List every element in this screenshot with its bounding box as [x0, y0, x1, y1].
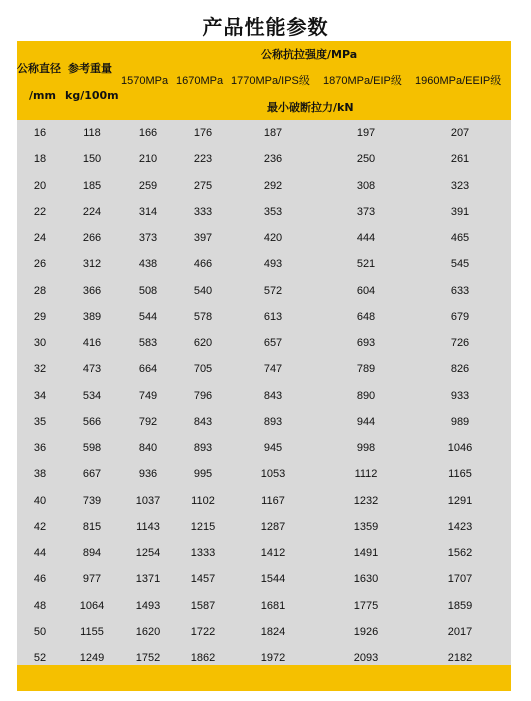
force-1670-cell: 176 — [193, 127, 213, 139]
force-1570-cell: 792 — [138, 415, 158, 428]
diameter-cell: 32 — [33, 363, 47, 376]
force-1960-cell: 1707 — [447, 573, 473, 586]
weight-unit-header: kg/100m — [65, 89, 119, 102]
force-1670-cell: 843 — [193, 415, 213, 428]
diameter-cell: 28 — [33, 284, 47, 297]
weight-cell: 667 — [82, 468, 102, 481]
force-1960-cell: 1562 — [447, 547, 473, 559]
force-1770-cell: 1412 — [260, 547, 286, 559]
diameter-cell: 22 — [33, 205, 47, 218]
force-1870-cell: 521 — [356, 258, 376, 271]
force-1770-cell: 1544 — [260, 573, 286, 586]
force-1670-cell: 397 — [193, 232, 213, 244]
force-1670-cell: 1457 — [190, 573, 216, 586]
diameter-cell: 42 — [33, 520, 47, 533]
force-1960-cell: 207 — [450, 127, 470, 139]
force-1960-cell: 2182 — [447, 652, 473, 664]
force-1960-cell: 989 — [450, 415, 470, 428]
force-1570-cell: 166 — [138, 127, 158, 139]
diameter-unit-header: /mm — [29, 89, 56, 102]
force-1770-cell: 945 — [263, 442, 283, 454]
force-1960-cell: 323 — [450, 179, 470, 192]
table-row — [17, 356, 511, 382]
weight-cell: 416 — [82, 337, 102, 349]
force-1670-cell: 893 — [193, 442, 213, 454]
table-body — [17, 120, 511, 671]
force-1570-cell: 438 — [138, 258, 158, 271]
force-1670-cell: 705 — [193, 363, 213, 376]
force-1570-cell: 544 — [138, 310, 158, 323]
force-1670-cell: 275 — [193, 179, 213, 192]
force-1570-cell: 259 — [138, 179, 158, 192]
force-1670-cell: 578 — [193, 310, 213, 323]
diameter-header: 公称直径 — [17, 62, 61, 75]
force-1960-cell: 826 — [450, 363, 470, 376]
force-1570-cell: 373 — [138, 232, 158, 244]
force-1570-cell: 508 — [138, 284, 158, 297]
force-1770-cell: 353 — [263, 205, 283, 218]
force-1570-cell: 664 — [138, 363, 158, 376]
weight-cell: 598 — [82, 442, 102, 454]
weight-cell: 224 — [82, 205, 102, 218]
diameter-cell: 30 — [33, 337, 47, 349]
force-1770-cell: 187 — [263, 127, 283, 139]
table-row — [17, 304, 511, 330]
force-1570-cell: 1037 — [135, 494, 161, 507]
force-1570-cell: 1752 — [135, 652, 161, 664]
weight-cell: 977 — [82, 573, 102, 586]
force-1960-cell: 1165 — [448, 468, 472, 481]
diameter-cell: 35 — [33, 415, 47, 428]
table-row — [17, 199, 511, 225]
force-1670-cell: 796 — [193, 389, 213, 402]
weight-cell: 1155 — [80, 625, 104, 638]
force-1870-cell: 1232 — [353, 494, 379, 507]
table-row — [17, 146, 511, 172]
force-1870-cell: 1491 — [353, 547, 379, 559]
table-row — [17, 540, 511, 566]
grade-header-1870: 1870MPa/EIP级 — [323, 75, 402, 87]
table-row — [17, 173, 511, 199]
force-1770-cell: 1053 — [260, 468, 286, 481]
force-1960-cell: 2017 — [447, 625, 473, 638]
diameter-cell: 34 — [33, 389, 47, 402]
force-1570-cell: 1371 — [135, 573, 161, 586]
force-1670-cell: 995 — [193, 468, 213, 481]
force-1770-cell: 1681 — [260, 599, 286, 612]
force-1770-cell: 843 — [263, 389, 283, 402]
diameter-cell: 52 — [33, 652, 47, 664]
diameter-cell: 26 — [33, 258, 47, 271]
weight-header: 参考重量 — [68, 62, 112, 75]
force-1770-cell: 1824 — [260, 625, 286, 638]
weight-cell: 389 — [82, 310, 102, 323]
diameter-cell: 29 — [33, 310, 47, 323]
force-1960-cell: 545 — [450, 258, 470, 271]
table-row — [17, 461, 511, 487]
diameter-cell: 50 — [33, 625, 47, 638]
weight-cell: 1064 — [79, 599, 105, 612]
diameter-cell: 18 — [33, 153, 47, 166]
weight-cell: 566 — [82, 415, 102, 428]
force-1570-cell: 583 — [138, 337, 158, 349]
force-1960-cell: 465 — [450, 232, 470, 244]
force-1670-cell: 466 — [193, 258, 213, 271]
force-1670-cell: 223 — [193, 153, 213, 166]
force-1870-cell: 1359 — [353, 520, 379, 533]
diameter-cell: 40 — [33, 494, 47, 507]
force-1770-cell: 747 — [263, 363, 283, 376]
weight-cell: 118 — [83, 127, 101, 139]
force-1960-cell: 391 — [450, 205, 470, 218]
force-1770-cell: 1972 — [260, 652, 286, 664]
force-1960-cell: 726 — [450, 337, 470, 349]
force-1870-cell: 1775 — [353, 599, 379, 612]
force-1670-cell: 620 — [193, 337, 213, 349]
table-footer — [17, 665, 511, 691]
force-1960-cell: 1291 — [447, 494, 473, 507]
force-1870-cell: 1112 — [354, 468, 378, 481]
force-1870-cell: 1926 — [353, 625, 379, 638]
force-1770-cell: 657 — [263, 337, 283, 349]
table-row — [17, 409, 511, 435]
table-row — [17, 514, 511, 540]
table-row — [17, 566, 511, 592]
force-1870-cell: 197 — [356, 127, 376, 139]
diameter-cell: 36 — [33, 442, 47, 454]
weight-cell: 1249 — [79, 652, 105, 664]
force-1570-cell: 749 — [138, 389, 158, 402]
force-1960-cell: 679 — [450, 310, 470, 323]
table-row — [17, 225, 511, 251]
force-1670-cell: 1722 — [190, 625, 216, 638]
weight-cell: 150 — [82, 153, 102, 166]
force-1770-cell: 292 — [263, 179, 283, 192]
force-1670-cell: 333 — [193, 205, 213, 218]
weight-cell: 185 — [82, 179, 102, 192]
table-row — [17, 383, 511, 409]
force-1770-cell: 1167 — [261, 494, 285, 507]
force-1670-cell: 1215 — [190, 520, 216, 533]
force-1870-cell: 648 — [356, 310, 376, 323]
grade-header-1770: 1770MPa/IPS级 — [231, 75, 310, 87]
diameter-cell: 46 — [33, 573, 47, 586]
force-1670-cell: 540 — [193, 284, 213, 297]
force-1770-cell: 236 — [263, 153, 283, 166]
force-1960-cell: 933 — [450, 389, 470, 402]
force-1960-cell: 1046 — [447, 442, 473, 454]
weight-cell: 739 — [82, 494, 102, 507]
strength-header: 公称抗拉强度/MPa — [261, 48, 358, 61]
diameter-cell: 48 — [33, 599, 47, 612]
force-1870-cell: 250 — [356, 153, 376, 166]
table-row — [17, 120, 511, 146]
diameter-cell: 38 — [33, 468, 47, 481]
force-1870-cell: 944 — [356, 415, 376, 428]
table-row — [17, 619, 511, 645]
force-1870-cell: 308 — [356, 179, 376, 192]
force-1870-cell: 998 — [356, 442, 376, 454]
grade-header-1960: 1960MPa/EEIP级 — [415, 75, 502, 87]
force-1960-cell: 1423 — [447, 520, 473, 533]
force-1770-cell: 893 — [263, 415, 283, 428]
force-1960-cell: 633 — [450, 284, 470, 297]
page-title: 产品性能参数 — [202, 15, 329, 39]
force-1670-cell: 1862 — [190, 652, 216, 664]
force-1870-cell: 373 — [356, 205, 376, 218]
table-row — [17, 278, 511, 304]
table-row — [17, 330, 511, 356]
force-1870-cell: 890 — [356, 389, 376, 402]
weight-cell: 894 — [82, 547, 102, 559]
force-1670-cell: 1333 — [190, 547, 216, 559]
weight-cell: 266 — [82, 232, 102, 244]
weight-cell: 312 — [82, 258, 102, 271]
force-1670-cell: 1587 — [190, 599, 216, 612]
force-1670-cell: 1102 — [191, 494, 215, 507]
table-row — [17, 435, 511, 461]
table-row — [17, 593, 511, 619]
weight-cell: 473 — [82, 363, 102, 376]
diameter-cell: 44 — [33, 547, 47, 559]
force-1570-cell: 936 — [138, 468, 158, 481]
diameter-cell: 16 — [33, 127, 47, 139]
force-1770-cell: 493 — [263, 258, 283, 271]
force-1570-cell: 1254 — [135, 547, 161, 559]
weight-cell: 534 — [82, 389, 102, 402]
grade-header-1570: 1570MPa — [121, 75, 169, 87]
weight-cell: 366 — [82, 284, 102, 297]
force-1960-cell: 1859 — [447, 599, 473, 612]
force-1570-cell: 840 — [138, 442, 158, 454]
table-header — [17, 41, 511, 120]
force-1960-cell: 261 — [450, 153, 470, 166]
force-1770-cell: 572 — [263, 284, 283, 297]
force-1770-cell: 1287 — [260, 520, 286, 533]
force-1870-cell: 789 — [356, 363, 376, 376]
force-1570-cell: 1620 — [135, 625, 161, 638]
table-row — [17, 488, 511, 514]
force-1870-cell: 444 — [356, 232, 376, 244]
diameter-cell: 24 — [33, 232, 47, 244]
force-1570-cell: 1493 — [135, 599, 161, 612]
force-1770-cell: 613 — [263, 310, 283, 323]
force-1570-cell: 210 — [138, 153, 158, 166]
performance-table — [17, 41, 511, 691]
breaking-force-header: 最小破断拉力/kN — [267, 101, 354, 114]
force-1870-cell: 1630 — [353, 573, 379, 586]
force-1570-cell: 1143 — [136, 520, 160, 533]
force-1870-cell: 2093 — [353, 652, 379, 664]
force-1770-cell: 420 — [263, 232, 283, 244]
force-1870-cell: 693 — [356, 337, 376, 349]
weight-cell: 815 — [82, 520, 102, 533]
force-1570-cell: 314 — [138, 205, 158, 218]
table-row — [17, 251, 511, 277]
grade-header-1670: 1670MPa — [176, 75, 224, 87]
force-1870-cell: 604 — [356, 284, 376, 297]
diameter-cell: 20 — [33, 179, 47, 192]
